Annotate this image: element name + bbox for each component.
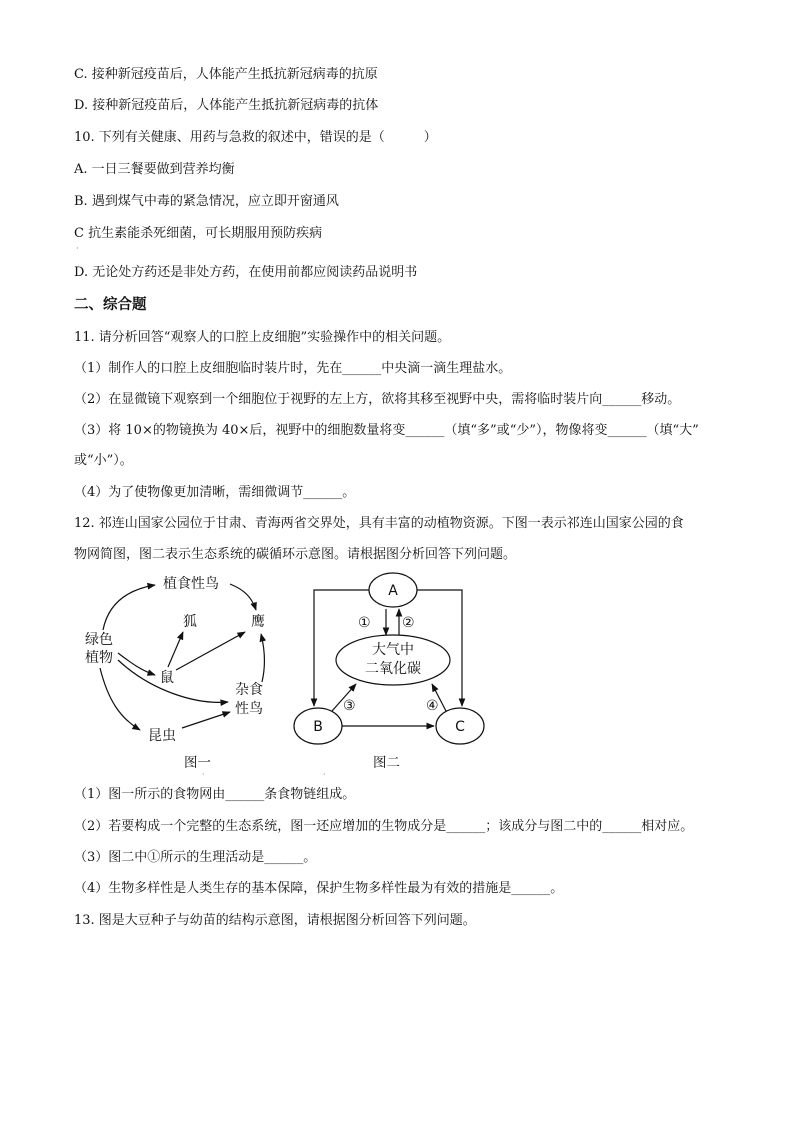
q13-stem: 13. 图是大豆种子与幼苗的结构示意图，请根据图分析回答下列问题。 bbox=[74, 913, 476, 928]
q11-part-4: （4）为了使物像更加清晰，需细微调节______。 bbox=[74, 485, 356, 500]
arrow-plants-to-insect bbox=[100, 668, 140, 730]
node-c-label: C bbox=[455, 719, 465, 735]
q10-option-d: D. 无论处方药还是非处方药，在使用前都应阅读药品说明书 bbox=[74, 265, 418, 280]
q9-option-c: C. 接种新冠疫苗后，人体能产生抵抗新冠病毒的抗原 bbox=[74, 67, 378, 82]
node-co2-line-2: 二氧化碳 bbox=[365, 661, 421, 677]
q10-option-a: A. 一日三餐要做到营养均衡 bbox=[74, 162, 235, 177]
marker-4: ④ bbox=[426, 698, 439, 714]
marker-2: ② bbox=[402, 615, 415, 631]
q11-part-3a: （3）将 10×的物镜换为 40×后，视野中的细胞数量将变______（填“多”或“少”），物像将变______（填“大” bbox=[74, 423, 699, 438]
figure-2-caption: 图二 bbox=[373, 755, 400, 771]
q12-part-3: （3）图二中①所示的生理活动是______。 bbox=[74, 850, 317, 865]
food-web-diagram bbox=[85, 575, 265, 779]
node-mouse: 鼠 bbox=[160, 670, 174, 686]
figures bbox=[0, 560, 793, 785]
node-omnivorous-bird-2: 性鸟 bbox=[235, 701, 263, 717]
node-eagle: 鹰 bbox=[251, 614, 265, 630]
q11-stem: 11. 请分析回答“观察人的口腔上皮细胞”实验操作中的相关问题。 bbox=[74, 330, 451, 345]
arrow-mouse-to-fox bbox=[168, 632, 183, 667]
stray-dot: · bbox=[76, 244, 79, 253]
node-insect: 昆虫 bbox=[148, 728, 176, 744]
q10-stem: 10. 下列有关健康、用药与急救的叙述中，错误的是（ ） bbox=[74, 130, 437, 145]
arrow-omni-bird-to-eagle bbox=[261, 634, 265, 682]
q11-part-2: （2）在显微镜下观察到一个细胞位于视野的左上方，欲将其移至视野中央，需将临时装片向______移动。 bbox=[74, 392, 681, 407]
arrow-herb-bird-to-eagle bbox=[230, 584, 256, 610]
q12-part-1: （1）图一所示的食物网由______条食物链组成。 bbox=[74, 787, 356, 802]
node-herbivorous-bird: 植食性鸟 bbox=[163, 576, 219, 592]
q10-option-c: C 抗生素能杀死细菌，可长期服用预防疾病 bbox=[74, 226, 323, 241]
q12-stem-b: 物网简图，图二表示生态系统的碳循环示意图。请根据图分析回答下列问题。 bbox=[74, 547, 517, 562]
q11-part-3b: 或“小”）。 bbox=[74, 453, 133, 468]
arrow-insect-to-omni-bird bbox=[182, 712, 230, 728]
marker-3: ③ bbox=[343, 698, 356, 714]
q12-part-4: （4）生物多样性是人类生存的基本保障，保护生物多样性最为有效的措施是______。 bbox=[74, 881, 564, 896]
q12-stem-a: 12. 祁连山国家公园位于甘肃、青海两省交界处，具有丰富的动植物资源。下图一表示祁连山国家公园的食 bbox=[74, 516, 684, 531]
stray-dot: · bbox=[323, 770, 326, 779]
figure-1-caption: 图一 bbox=[184, 755, 211, 771]
stray-dot: · bbox=[202, 770, 205, 779]
arrow-a-to-b bbox=[314, 590, 369, 706]
node-b-label: B bbox=[313, 719, 323, 735]
section-title: 二、综合题 bbox=[74, 297, 147, 313]
node-green-plants-1: 绿色 bbox=[85, 632, 113, 648]
q9-option-d: D. 接种新冠疫苗后，人体能产生抵抗新冠病毒的抗体 bbox=[74, 98, 379, 113]
node-omnivorous-bird-1: 杂食 bbox=[235, 682, 263, 698]
node-fox: 狐 bbox=[183, 614, 197, 630]
q10-option-b: B. 遇到煤气中毒的紧急情况，应立即开窗通风 bbox=[74, 194, 339, 209]
arrow-plants-to-herb-bird bbox=[103, 585, 155, 630]
node-a-label: A bbox=[388, 583, 398, 599]
node-co2-line-1: 大气中 bbox=[372, 642, 414, 658]
node-green-plants-2: 植物 bbox=[85, 650, 113, 666]
carbon-cycle-diagram bbox=[294, 573, 484, 779]
arrow-a-to-c bbox=[417, 590, 462, 706]
arrow-mouse-to-eagle bbox=[176, 632, 245, 670]
marker-1: ① bbox=[358, 615, 371, 631]
arrow-plants-to-mouse bbox=[118, 653, 155, 675]
q12-part-2: （2）若要构成一个完整的生态系统，图一还应增加的生物成分是______；该成分与图二中的______相对应。 bbox=[74, 819, 694, 834]
q11-part-1: （1）制作人的口腔上皮细胞临时装片时，先在______中央滴一滴生理盐水。 bbox=[74, 361, 512, 376]
